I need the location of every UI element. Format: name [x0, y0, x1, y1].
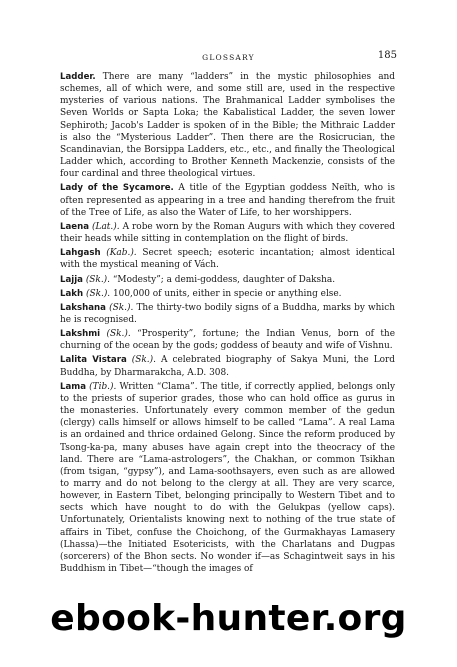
glossary-entry-lahgash — [60, 247, 395, 271]
glossary-entry-lady-of-the-sycamore — [60, 182, 395, 218]
entry-headword: Lama — [60, 381, 87, 392]
entry-definition: The thirty-two bodily signs of a Buddha, marks by which he is recognised. — [60, 302, 396, 325]
page-number: 185 — [377, 50, 397, 61]
glossary-entry-lama — [60, 381, 395, 576]
entry-source: (Sk.). — [85, 274, 111, 285]
entry-definition: “Modesty”; a demi-goddess, daughter of Daksha. — [112, 274, 336, 285]
glossary-text — [60, 71, 395, 575]
entry-headword: Lakshana — [60, 302, 106, 313]
entry-definition: 100,000 of units, either in specie or anything else. — [113, 288, 342, 299]
entry-source: (Sk.). — [106, 329, 131, 340]
entry-definition: “Prosperity”, fortune; the Indian Venus, born of the churning of the ocean by the gods; goddess of beauty and wife of Vishnu. — [60, 329, 395, 352]
entry-headword: Lady of the Sycamore. — [60, 183, 174, 194]
entry-source: (Sk.). — [109, 302, 134, 313]
glossary-entry-lakshana — [60, 302, 395, 326]
glossary-entry-laena — [60, 221, 395, 245]
glossary-entry-lajja — [60, 274, 395, 286]
running-head: GLOSSARY — [202, 53, 255, 62]
entry-headword: Lakshmi — [60, 329, 101, 340]
page-header — [0, 50, 457, 66]
entry-source: (Tib.). — [89, 381, 117, 392]
glossary-entry-lakh — [60, 288, 395, 300]
entry-headword: Lalita Vistara — [60, 355, 127, 366]
entry-definition: There are many “ladders” in the mystic philosophies and schemes, all of which were, and some still are, used in the respective mysteries of various nations. The Brahmanical Ladder symbolises the Seven Worlds or Sapta Loka; the Kabalistical Ladder, the seven lower Sephiroth; Jacob's Ladder is spoken of in the Bible; the Mithraic Ladder is also the “Mysterious Ladder”. Then there are the Rosicrucian, the Scandinavian, the Borsippa Ladders, etc., etc., and finally the Theological Ladder which, according to Brother Kenneth Mackenzie, consists of the four cardinal and three theological virtues. — [60, 72, 395, 180]
entry-source: (Sk.). — [85, 288, 111, 299]
entry-headword: Ladder. — [60, 72, 96, 82]
entry-source: (Kab.). — [106, 248, 137, 259]
entry-definition: Written “Clama”. The title, if correctly applied, belongs only to the priests of superior grades, those who can hold office as gurus in the monasteries. Unfortunately every common member of the gedun (clergy) calls himself or allows himself to be called “Lama”. A real Lama is an ordained and thrice ordained Gelong. Since the reform produced by Tsong-ka-pa, many abuses have again crept into the theocracy of the land. There are “Lama-astrologers”, the Chakhan, or common Tsikhan (from tsigan, “gypsy”), and Lama-soothsayers, even such as are allowed to marry and do not belong to the clergy at all. They are very scarce, however, in Eastern Tibet, belonging principally to Western Tibet and to sects which have nought to do with the Gelukpas (yellow caps). Unfortunately, Orientalists knowing next to nothing of the true state of affairs in Tibet, confuse the Choichong, of the Gurmakhayas Lamasery (Lhassa)—the Initiated Esotericists, with the Charlatans and Dugpas (sorcerers) of the Bhon sects. No wonder if—as Schagintweit says in his Buddhism in Tibet—“though the images of — [60, 381, 396, 575]
entry-definition: Secret speech; esoteric incantation; almost identical with the mystical meaning of Vách. — [60, 248, 395, 271]
entry-definition: A celebrated biography of Sakya Muni, the Lord Buddha, by Dharmarakcha, A.D. 308. — [60, 355, 396, 378]
entry-headword: Lajja — [60, 274, 83, 285]
entry-definition: A robe worn by the Roman Augurs with which they covered their heads while sitting in contemplation on the flight of birds. — [60, 221, 396, 245]
entry-headword: Lahgash — [60, 248, 101, 259]
glossary-entry-lalita-vistara — [60, 354, 395, 378]
entry-definition: A title of the Egyptian goddess Neïth, who is often represented as appearing in a tree and handing therefrom the fruit of the Tree of Life, as also the Water of Life, to her worshippers. — [60, 183, 395, 218]
entry-headword: Lakh — [60, 288, 84, 299]
entry-source: (Sk.). — [131, 355, 156, 366]
glossary-entry-ladder — [60, 71, 395, 180]
watermark: ebook-hunter.org — [50, 598, 407, 639]
entry-source: (Lat.). — [92, 221, 120, 232]
entry-headword: Laena — [60, 221, 90, 232]
glossary-entry-lakshmi — [60, 328, 395, 352]
